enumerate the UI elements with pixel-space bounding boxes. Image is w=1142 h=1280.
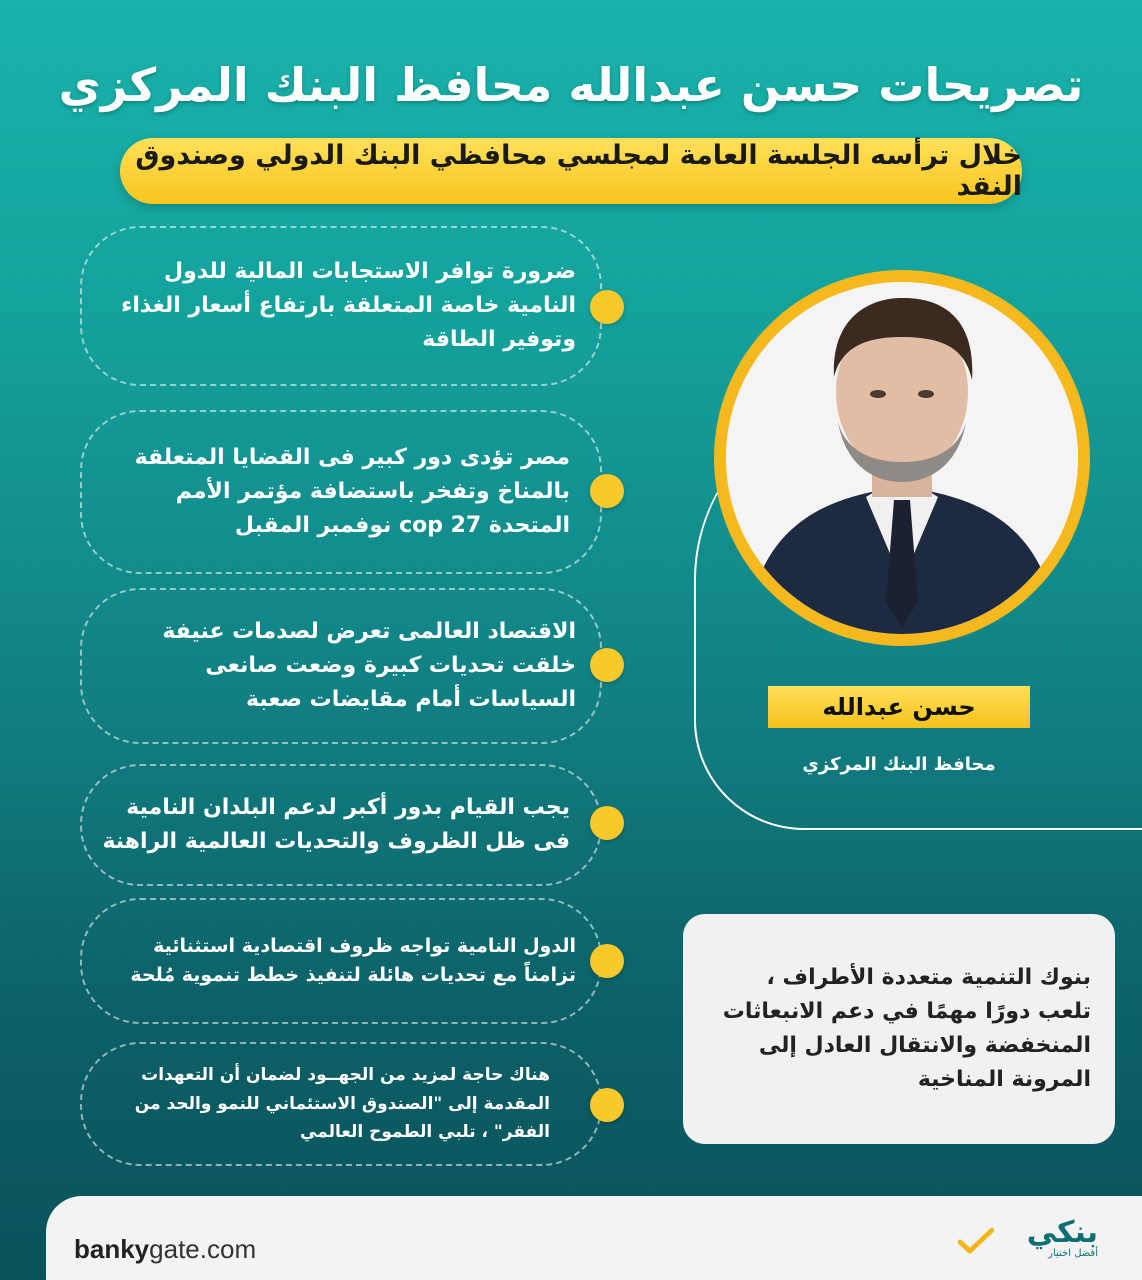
portrait-photo: [726, 282, 1078, 634]
footer-bar: [46, 1196, 1142, 1280]
point-card-6: [80, 1042, 602, 1166]
point-text: يجب القيام بدور أكبر لدعم البلدان النامية فى ظل الظروف والتحديات العالمية الراهنة: [102, 794, 570, 854]
bullet-dot-icon: [590, 806, 624, 840]
bullet-dot-icon: [590, 290, 624, 324]
point-text: الاقتصاد العالمى تعرض لصدمات عنيفة خلقت تحديات كبيرة وضعت صانعى السياسات أمام مقايضات صعبة: [162, 618, 576, 713]
bullet-dot-icon: [590, 648, 624, 682]
quote-text: بنوك التنمية متعددة الأطراف ، تلعب دورًا مهمًا في دعم الانبعاثات المنخفضة والانتقال العادل إلى المرونة المناخية: [722, 964, 1091, 1093]
person-portrait-icon: [726, 282, 1078, 634]
quote-card: [683, 914, 1115, 1144]
point-text: هناك حاجة لمزيد من الجهــود لضمان أن التعهدات المقدمة إلى "الصندوق الاستئماني للنمو والحد من الفقر" ، تلبي الطموح العالمي: [134, 1064, 550, 1143]
logo-tagline: أفضل اختيار: [1048, 1248, 1098, 1259]
point-card-2: [80, 410, 602, 574]
point-text: مصر تؤدى دور كبير فى القضايا المتعلقة بالمناخ وتفخر باستضافة مؤتمر الأمم المتحدة cop 27 نوفمبر المقبل: [134, 444, 570, 539]
bullet-dot-icon: [590, 944, 624, 978]
bullet-dot-icon: [590, 1088, 624, 1122]
point-card-1: [80, 226, 602, 386]
point-card-5: [80, 898, 602, 1024]
subtitle-text: خلال ترأسه الجلسة العامة لمجلسي محافظي البنك الدولي وصندوق النقد: [135, 140, 1022, 202]
bullet-dot-icon: [590, 474, 624, 508]
subtitle-banner: [120, 138, 1022, 204]
logo-word: بنكي: [1026, 1215, 1098, 1250]
person-name: حسن عبدالله: [822, 693, 976, 721]
site-url[interactable]: [74, 1234, 256, 1265]
page-title: تصريحات حسن عبدالله محافظ البنك المركزي: [58, 58, 1084, 112]
site-url-prefix: banky: [74, 1234, 150, 1264]
point-card-3: [80, 588, 602, 744]
point-text: الدول النامية تواجه ظروف اقتصادية استثنائية تزامناً مع تحديات هائلة لتنفيذ خطط تنموية مُلحة: [130, 934, 576, 986]
brand-logo: [988, 1215, 1098, 1270]
person-name-bar: [768, 686, 1030, 728]
point-card-4: [80, 764, 602, 886]
point-text: ضرورة توافر الاستجابات المالية للدول النامية خاصة المتعلقة بارتفاع أسعار الغذاء وتوفير الطاقة: [121, 258, 576, 353]
checkmark-logo-icon: [958, 1228, 994, 1254]
site-url-suffix: gate.com: [149, 1234, 257, 1264]
person-role: محافظ البنك المركزي: [802, 754, 996, 775]
